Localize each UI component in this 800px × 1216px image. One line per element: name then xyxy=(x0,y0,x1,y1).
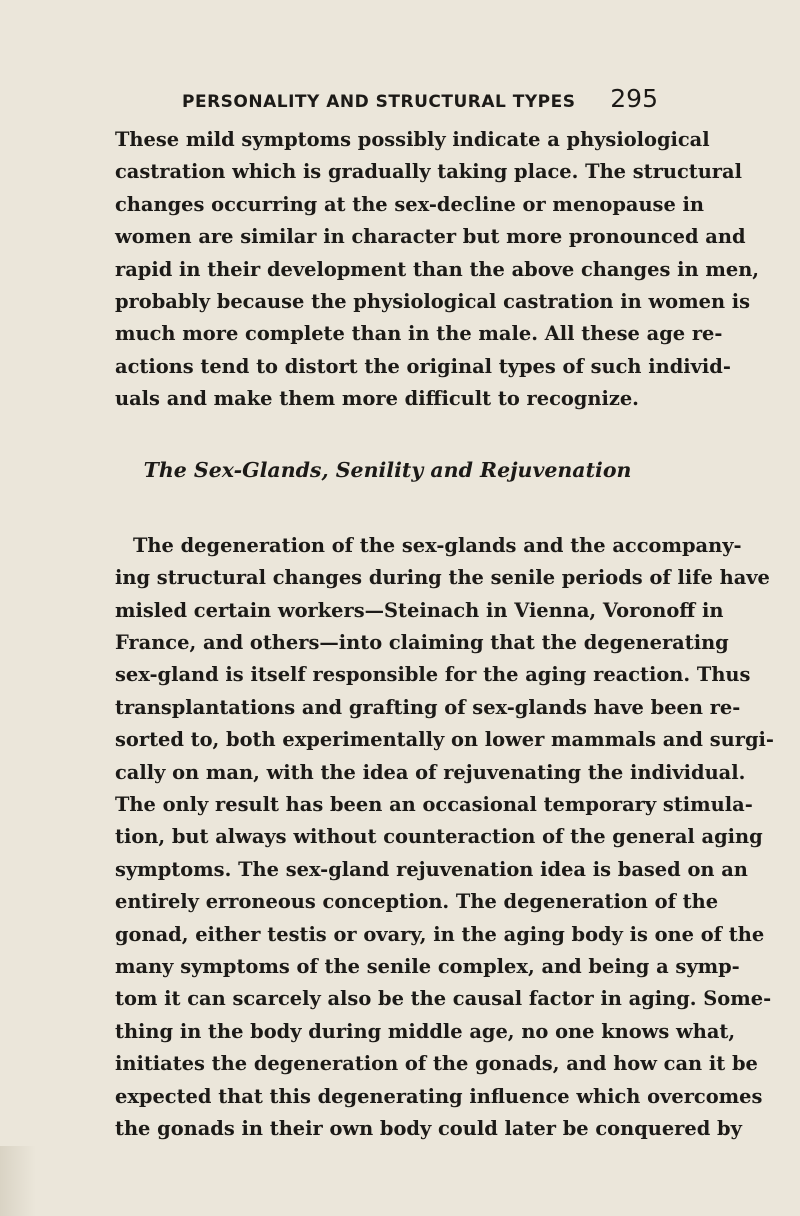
text-line: thing in the body during middle age, no one knows what, xyxy=(115,1019,736,1043)
text-line: expected that this degenerating influence which overcomes xyxy=(115,1084,763,1108)
text-line: These mild symptoms possibly indicate a physiological xyxy=(115,128,710,151)
text-line: ing structural changes during the senile periods of life have xyxy=(115,566,770,590)
text-line: misled certain workers—Steinach in Vienna, Voronoff in xyxy=(115,598,724,622)
text-line: much more complete than in the male. All these age re- xyxy=(115,322,723,346)
body-text xyxy=(115,124,774,1145)
text-line: symptoms. The sex-gland rejuvenation idea is based on an xyxy=(115,857,748,881)
text-line: many symptoms of the senile complex, and being a symp- xyxy=(115,954,740,978)
text-line: The only result has been an occasional temporary stimula- xyxy=(115,793,753,817)
text-line: castration which is gradually taking place. The structural xyxy=(115,160,742,184)
paragraph-2 xyxy=(115,530,774,1145)
page-edge-shadow xyxy=(0,1146,36,1216)
text-line: actions tend to distort the original types of such individ- xyxy=(115,354,731,378)
text-line: sorted to, both experimentally on lower mammals and surgi- xyxy=(115,728,774,752)
text-line: cally on man, with the idea of rejuvenating the individual. xyxy=(115,760,746,784)
text-line: rapid in their development than the above changes in men, xyxy=(115,257,760,281)
text-line: entirely erroneous conception. The degeneration of the xyxy=(115,890,719,914)
text-line: changes occurring at the sex-decline or menopause in xyxy=(115,192,705,216)
text-line: uals and make them more difficult to recognize. xyxy=(115,387,639,411)
text-line: probably because the physiological castration in women is xyxy=(115,289,751,313)
running-head: PERSONALITY AND STRUCTURAL TYPES xyxy=(182,92,576,112)
page-header xyxy=(180,82,658,122)
paragraph-1 xyxy=(115,124,760,416)
text-line: initiates the degeneration of the gonads, and how can it be xyxy=(115,1052,758,1076)
text-line: transplantations and grafting of sex-glands have been re- xyxy=(115,695,741,719)
section-heading: The Sex-Glands, Senility and Rejuvenation xyxy=(143,457,632,482)
text-line: women are similar in character but more pronounced and xyxy=(115,225,746,249)
text-line: the gonads in their own body could later be conquered by xyxy=(115,1116,742,1140)
text-line: gonad, either testis or ovary, in the aging body is one of the xyxy=(115,922,765,946)
text-line: tion, but always without counteraction of the general aging xyxy=(115,825,763,849)
text-line: France, and others—into claiming that the degenerating xyxy=(115,631,729,655)
text-line: tom it can scarcely also be the causal factor in aging. Some- xyxy=(115,987,772,1011)
text-line: sex-gland is itself responsible for the aging reaction. Thus xyxy=(115,663,751,687)
page-number: 295 xyxy=(610,84,658,113)
text-line: The degeneration of the sex-glands and the accompany- xyxy=(133,533,742,557)
